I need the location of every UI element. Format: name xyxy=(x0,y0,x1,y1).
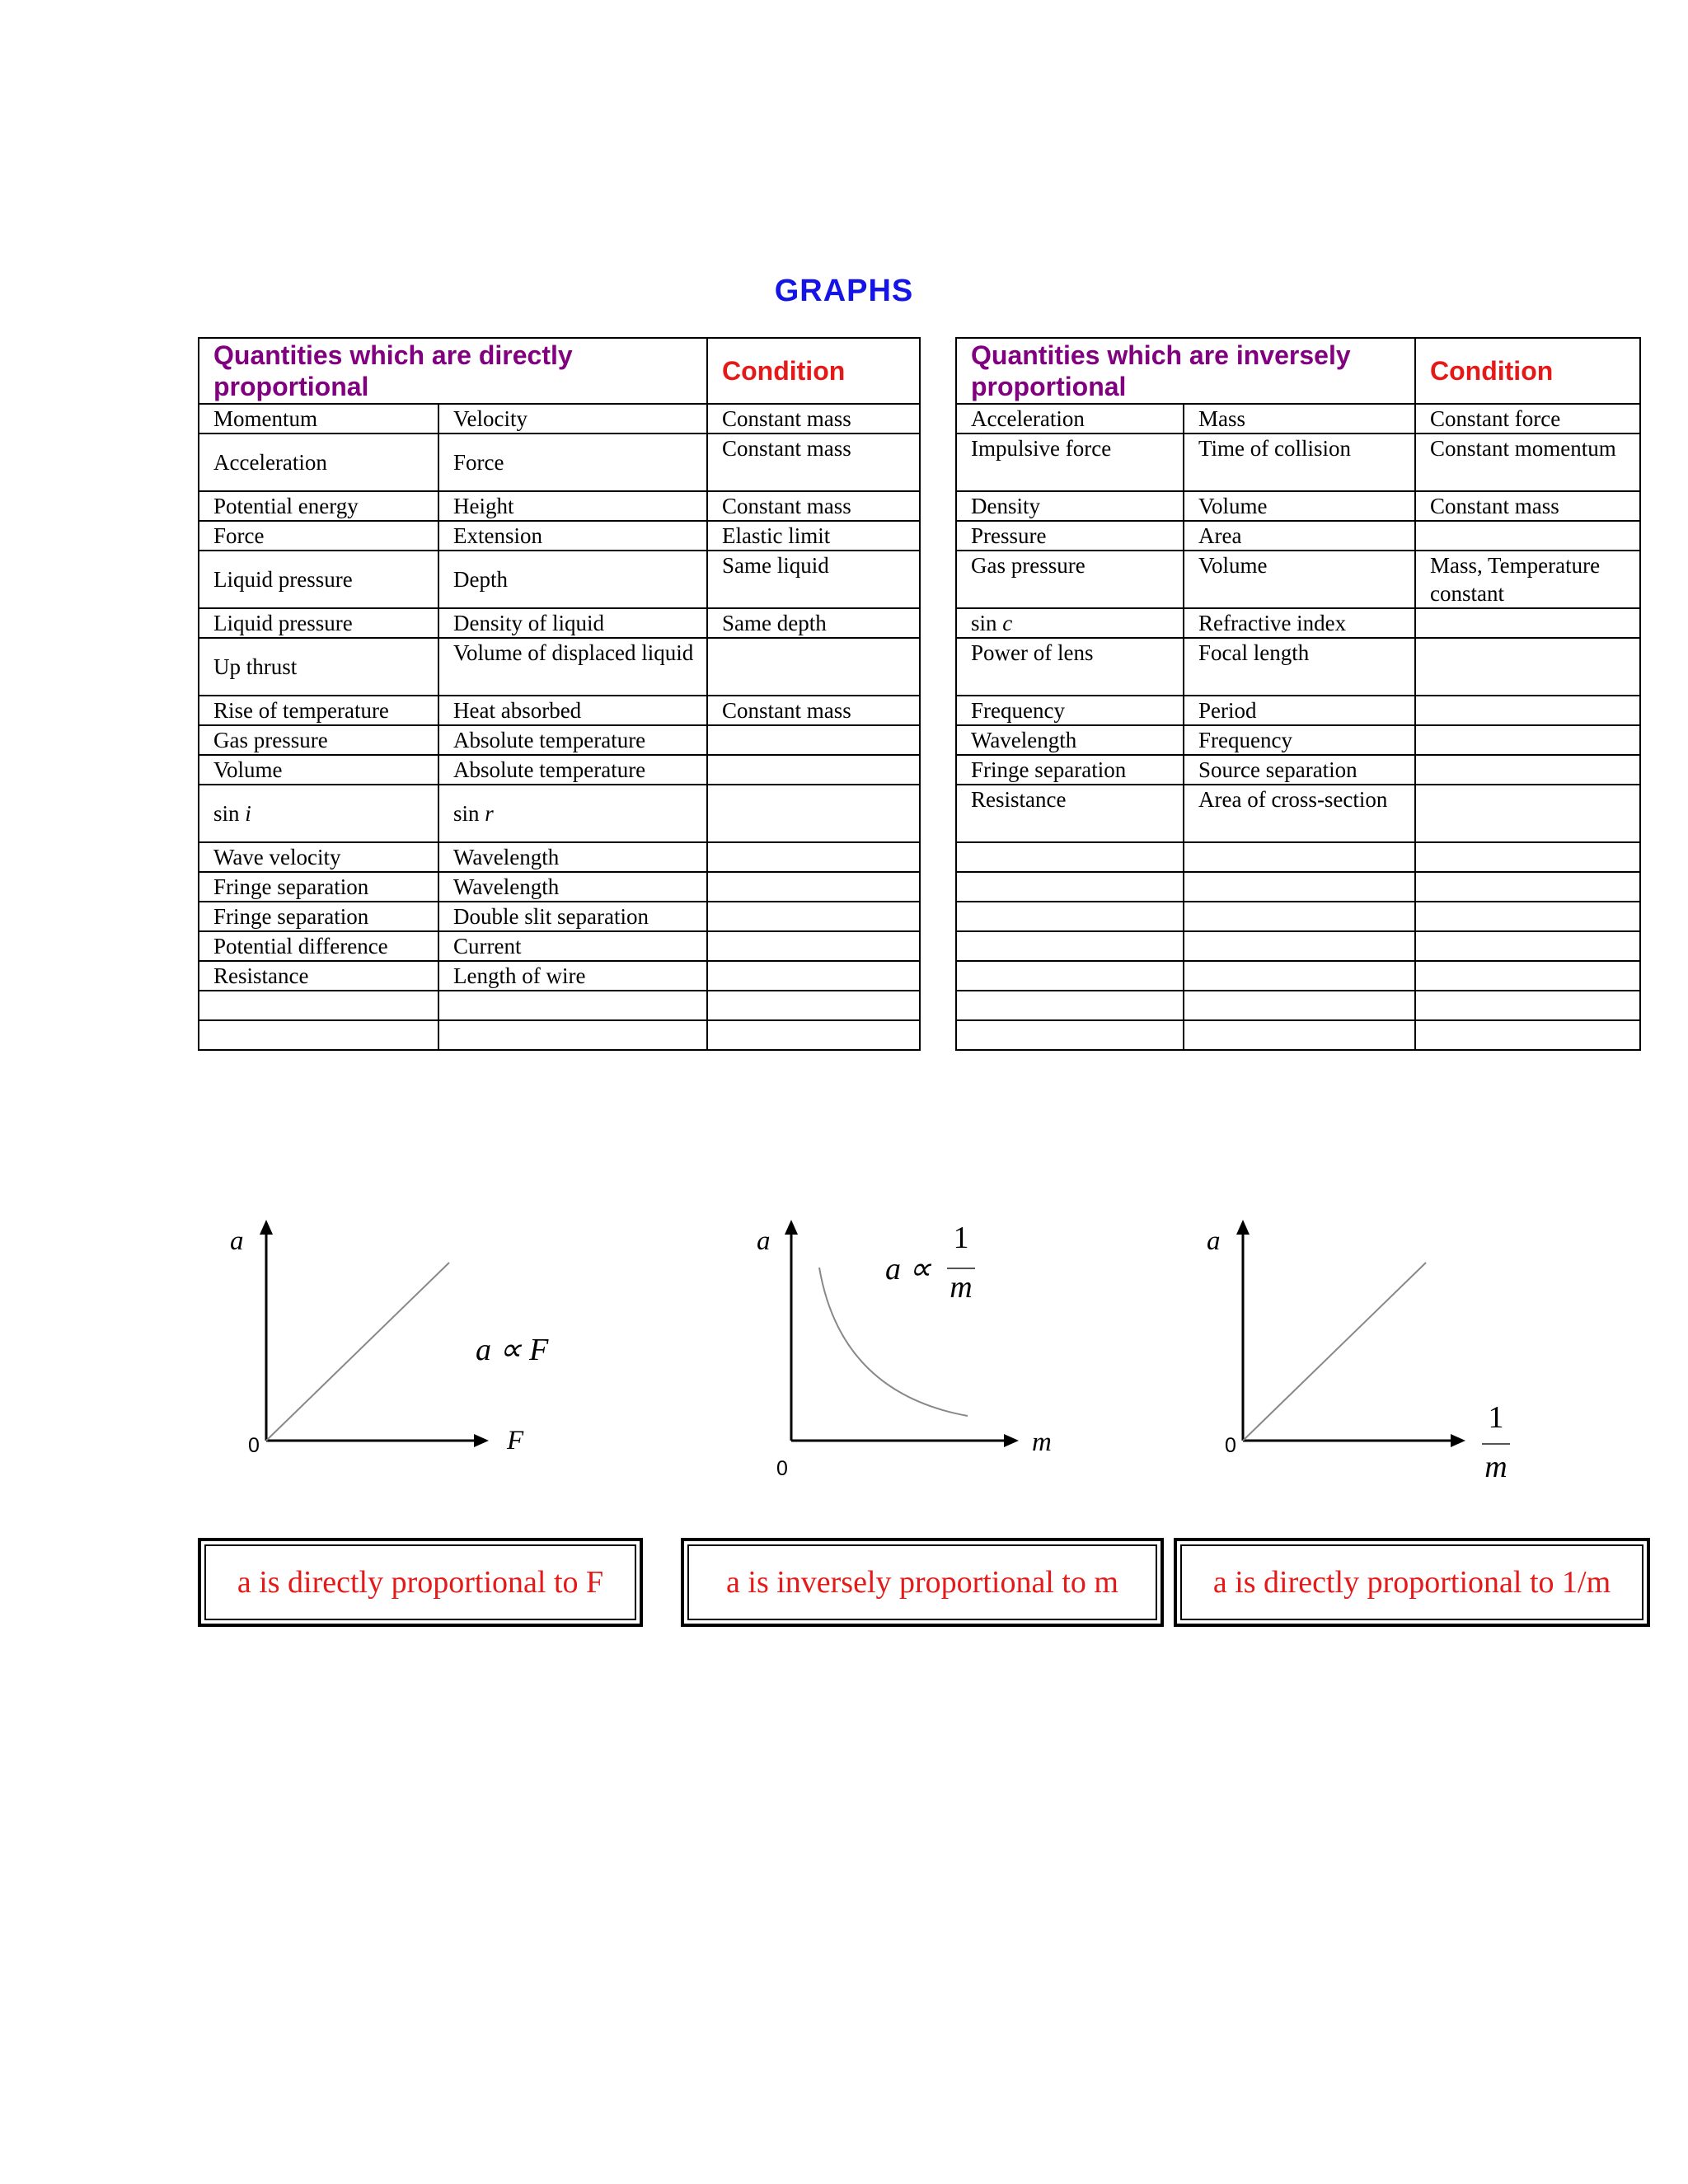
direct-table-cell: Height xyxy=(438,491,707,521)
direct-table-cell: Depth xyxy=(438,551,707,608)
direct-table-cell xyxy=(707,902,920,931)
direct-table-cell: Density of liquid xyxy=(438,608,707,638)
direct-table-cell: Heat absorbed xyxy=(438,696,707,725)
direct-table-cell: sin i xyxy=(199,785,438,842)
graph-a-vs-f xyxy=(210,1212,549,1508)
direct-table-cell: Constant mass xyxy=(707,404,920,434)
inverse-table-row xyxy=(956,755,1640,785)
inverse-condition-header: Condition xyxy=(1415,338,1640,404)
inverse-table-cell xyxy=(1415,931,1640,961)
inverse-table-cell: Resistance xyxy=(956,785,1184,842)
inverse-table-cell xyxy=(956,872,1184,902)
direct-table-row xyxy=(199,961,920,991)
inverse-table-cell xyxy=(1184,842,1415,872)
inverse-table-cell: Density xyxy=(956,491,1184,521)
inverse-table-cell: Refractive index xyxy=(1184,608,1415,638)
fraction-bar xyxy=(947,1268,975,1269)
direct-table-cell: Wavelength xyxy=(438,872,707,902)
direct-table-cell: Constant mass xyxy=(707,491,920,521)
inverse-table-cell: Power of lens xyxy=(956,638,1184,696)
direct-table-cell: Fringe separation xyxy=(199,902,438,931)
fraction-bar xyxy=(1482,1443,1510,1445)
direct-table-cell xyxy=(438,991,707,1020)
direct-table-cell xyxy=(707,638,920,696)
direct-table-cell: Resistance xyxy=(199,961,438,991)
inverse-table-cell: Pressure xyxy=(956,521,1184,551)
x-axis-label-denominator: m xyxy=(1484,1450,1507,1484)
inverse-table-row xyxy=(956,638,1640,696)
inverse-table-row xyxy=(956,434,1640,491)
math-variable: r xyxy=(485,801,494,826)
x-axis-label-numerator: 1 xyxy=(1488,1400,1504,1435)
inverse-table-row xyxy=(956,785,1640,842)
direct-table-cell: Double slit separation xyxy=(438,902,707,931)
relation-label: a ∝ xyxy=(885,1252,931,1286)
inverse-table-cell: Area xyxy=(1184,521,1415,551)
inverse-table-cell xyxy=(1415,872,1640,902)
direct-table-cell: Constant mass xyxy=(707,696,920,725)
direct-table-cell: Acceleration xyxy=(199,434,438,491)
direct-table-cell: Current xyxy=(438,931,707,961)
inverse-table-cell xyxy=(1415,991,1640,1020)
inverse-table-cell: Mass, Temperature constant xyxy=(1415,551,1640,608)
direct-table-row xyxy=(199,551,920,608)
caption-text: a is directly proportional to F xyxy=(204,1544,636,1620)
inverse-table-cell: Volume xyxy=(1184,551,1415,608)
direct-table-cell: Wave velocity xyxy=(199,842,438,872)
direct-table-cell: Rise of temperature xyxy=(199,696,438,725)
direct-table-cell: Liquid pressure xyxy=(199,608,438,638)
inverse-table-cell: Frequency xyxy=(1184,725,1415,755)
inverse-table-cell xyxy=(956,902,1184,931)
direct-table-row xyxy=(199,521,920,551)
inverse-table-cell xyxy=(1184,902,1415,931)
y-axis-label: a xyxy=(757,1226,771,1256)
direct-table-cell: Force xyxy=(438,434,707,491)
direct-table-cell: Absolute temperature xyxy=(438,725,707,755)
inverse-table-cell xyxy=(1184,931,1415,961)
inverse-table-row xyxy=(956,991,1640,1020)
direct-table-row xyxy=(199,785,920,842)
y-axis-label: a xyxy=(230,1226,244,1256)
direct-table-cell: Wavelength xyxy=(438,842,707,872)
direct-table-cell: Up thrust xyxy=(199,638,438,696)
y-axis-label: a xyxy=(1207,1226,1221,1256)
inverse-table-cell: Area of cross-section xyxy=(1184,785,1415,842)
inverse-table-cell: Wavelength xyxy=(956,725,1184,755)
direct-table-cell xyxy=(707,872,920,902)
inverse-table-row xyxy=(956,902,1640,931)
direct-table-cell: Liquid pressure xyxy=(199,551,438,608)
direct-table-row xyxy=(199,872,920,902)
caption-direct-inverse-m xyxy=(1174,1538,1650,1627)
direct-line xyxy=(1243,1263,1426,1441)
direct-table-cell: Fringe separation xyxy=(199,872,438,902)
inverse-table-row xyxy=(956,725,1640,755)
inverse-table-cell: sin c xyxy=(956,608,1184,638)
inverse-table-row xyxy=(956,521,1640,551)
inverse-table-cell: Mass xyxy=(1184,404,1415,434)
direct-table-row xyxy=(199,404,920,434)
direct-table-cell xyxy=(707,1020,920,1050)
direct-table-row xyxy=(199,434,920,491)
direct-table-row xyxy=(199,902,920,931)
relation-numerator: 1 xyxy=(953,1221,969,1255)
graph-a-vs-m xyxy=(734,1212,1063,1508)
direct-proportion-table xyxy=(198,337,921,1051)
direct-table-row xyxy=(199,696,920,725)
x-axis-label: m xyxy=(1032,1427,1052,1457)
inverse-table-row xyxy=(956,1020,1640,1050)
direct-table-cell: Extension xyxy=(438,521,707,551)
inverse-table-row xyxy=(956,696,1640,725)
direct-table-cell: Elastic limit xyxy=(707,521,920,551)
inverse-table-cell xyxy=(956,931,1184,961)
direct-table-cell: Constant mass xyxy=(707,434,920,491)
inverse-table-cell: Frequency xyxy=(956,696,1184,725)
inverse-table-cell xyxy=(1415,638,1640,696)
relation-denominator: m xyxy=(950,1270,973,1305)
direct-table-cell: Same depth xyxy=(707,608,920,638)
direct-table-row xyxy=(199,491,920,521)
graph-a-vs-inverse-m-axes xyxy=(1179,1212,1508,1508)
inverse-table-cell xyxy=(1415,902,1640,931)
direct-table-cell xyxy=(438,1020,707,1050)
inverse-table-cell xyxy=(1415,725,1640,755)
direct-quantities-header: Quantities which are directly proportional xyxy=(199,338,707,404)
direct-table-row xyxy=(199,638,920,696)
direct-table-cell xyxy=(707,755,920,785)
direct-table-cell xyxy=(199,991,438,1020)
direct-table-cell xyxy=(707,842,920,872)
direct-table-cell: Volume of displaced liquid xyxy=(438,638,707,696)
inverse-table-row xyxy=(956,551,1640,608)
inverse-table-cell xyxy=(956,842,1184,872)
direct-table-cell xyxy=(707,991,920,1020)
inverse-table-row xyxy=(956,608,1640,638)
direct-table-cell: Force xyxy=(199,521,438,551)
inverse-proportion-table xyxy=(955,337,1641,1051)
direct-table-cell: Gas pressure xyxy=(199,725,438,755)
inverse-table-cell: Period xyxy=(1184,696,1415,725)
direct-table-row xyxy=(199,608,920,638)
inverse-table-row xyxy=(956,404,1640,434)
direct-table-cell xyxy=(707,931,920,961)
inverse-table-cell xyxy=(956,991,1184,1020)
caption-direct-f xyxy=(198,1538,643,1627)
relation-label: a ∝ F xyxy=(476,1333,549,1367)
inverse-table-cell xyxy=(1415,696,1640,725)
inverse-table-cell: Impulsive force xyxy=(956,434,1184,491)
caption-inverse-m xyxy=(681,1538,1164,1627)
inverse-table-cell: Time of collision xyxy=(1184,434,1415,491)
inverse-table-cell xyxy=(1415,961,1640,991)
origin-label: 0 xyxy=(1225,1434,1236,1457)
direct-table-cell xyxy=(199,1020,438,1050)
inverse-table-cell xyxy=(1184,1020,1415,1050)
inverse-table-cell: Constant mass xyxy=(1415,491,1640,521)
inverse-table-cell: Constant force xyxy=(1415,404,1640,434)
x-axis-label: F xyxy=(507,1426,524,1455)
direct-table-cell: Volume xyxy=(199,755,438,785)
origin-label: 0 xyxy=(776,1457,788,1480)
direct-table-cell: Same liquid xyxy=(707,551,920,608)
inverse-table-cell: Fringe separation xyxy=(956,755,1184,785)
inverse-table-row xyxy=(956,961,1640,991)
math-variable: c xyxy=(1002,611,1013,635)
inverse-table-cell xyxy=(1415,521,1640,551)
inverse-table-cell xyxy=(1184,961,1415,991)
inverse-table-cell: Focal length xyxy=(1184,638,1415,696)
direct-table-row xyxy=(199,725,920,755)
direct-table-cell xyxy=(707,785,920,842)
direct-table-cell: Velocity xyxy=(438,404,707,434)
inverse-table-cell xyxy=(1184,872,1415,902)
page-title: GRAPHS xyxy=(774,274,914,308)
inverse-table-cell: Volume xyxy=(1184,491,1415,521)
inverse-table-cell: Source separation xyxy=(1184,755,1415,785)
inverse-table-row xyxy=(956,872,1640,902)
direct-table-cell: Momentum xyxy=(199,404,438,434)
caption-text: a is inversely proportional to m xyxy=(687,1544,1157,1620)
direct-table-cell: sin r xyxy=(438,785,707,842)
inverse-table-row xyxy=(956,931,1640,961)
inverse-table-cell xyxy=(1184,991,1415,1020)
inverse-table-cell xyxy=(1415,842,1640,872)
direct-table-cell: Absolute temperature xyxy=(438,755,707,785)
direct-table-row xyxy=(199,931,920,961)
inverse-table-cell xyxy=(1415,1020,1640,1050)
caption-text: a is directly proportional to 1/m xyxy=(1180,1544,1643,1620)
direct-table-cell: Length of wire xyxy=(438,961,707,991)
inverse-table-cell: Constant momentum xyxy=(1415,434,1640,491)
inverse-quantities-header: Quantities which are inversely proportional xyxy=(956,338,1415,404)
inverse-table-cell: Acceleration xyxy=(956,404,1184,434)
math-variable: i xyxy=(245,801,251,826)
origin-label: 0 xyxy=(248,1434,260,1457)
inverse-table-cell xyxy=(956,1020,1184,1050)
inverse-table-row xyxy=(956,842,1640,872)
inverse-table-cell: Gas pressure xyxy=(956,551,1184,608)
direct-table-cell xyxy=(707,725,920,755)
inverse-table-cell xyxy=(1415,608,1640,638)
direct-table-cell: Potential difference xyxy=(199,931,438,961)
direct-table-row xyxy=(199,1020,920,1050)
direct-line xyxy=(266,1263,449,1441)
direct-condition-header: Condition xyxy=(707,338,920,404)
inverse-table-cell xyxy=(1415,755,1640,785)
inverse-table-row xyxy=(956,491,1640,521)
direct-table-cell xyxy=(707,961,920,991)
direct-table-cell: Potential energy xyxy=(199,491,438,521)
direct-table-row xyxy=(199,755,920,785)
direct-table-row xyxy=(199,991,920,1020)
direct-table-row xyxy=(199,842,920,872)
inverse-table-cell xyxy=(956,961,1184,991)
inverse-table-cell xyxy=(1415,785,1640,842)
graph-a-vs-inverse-m xyxy=(1179,1212,1508,1508)
